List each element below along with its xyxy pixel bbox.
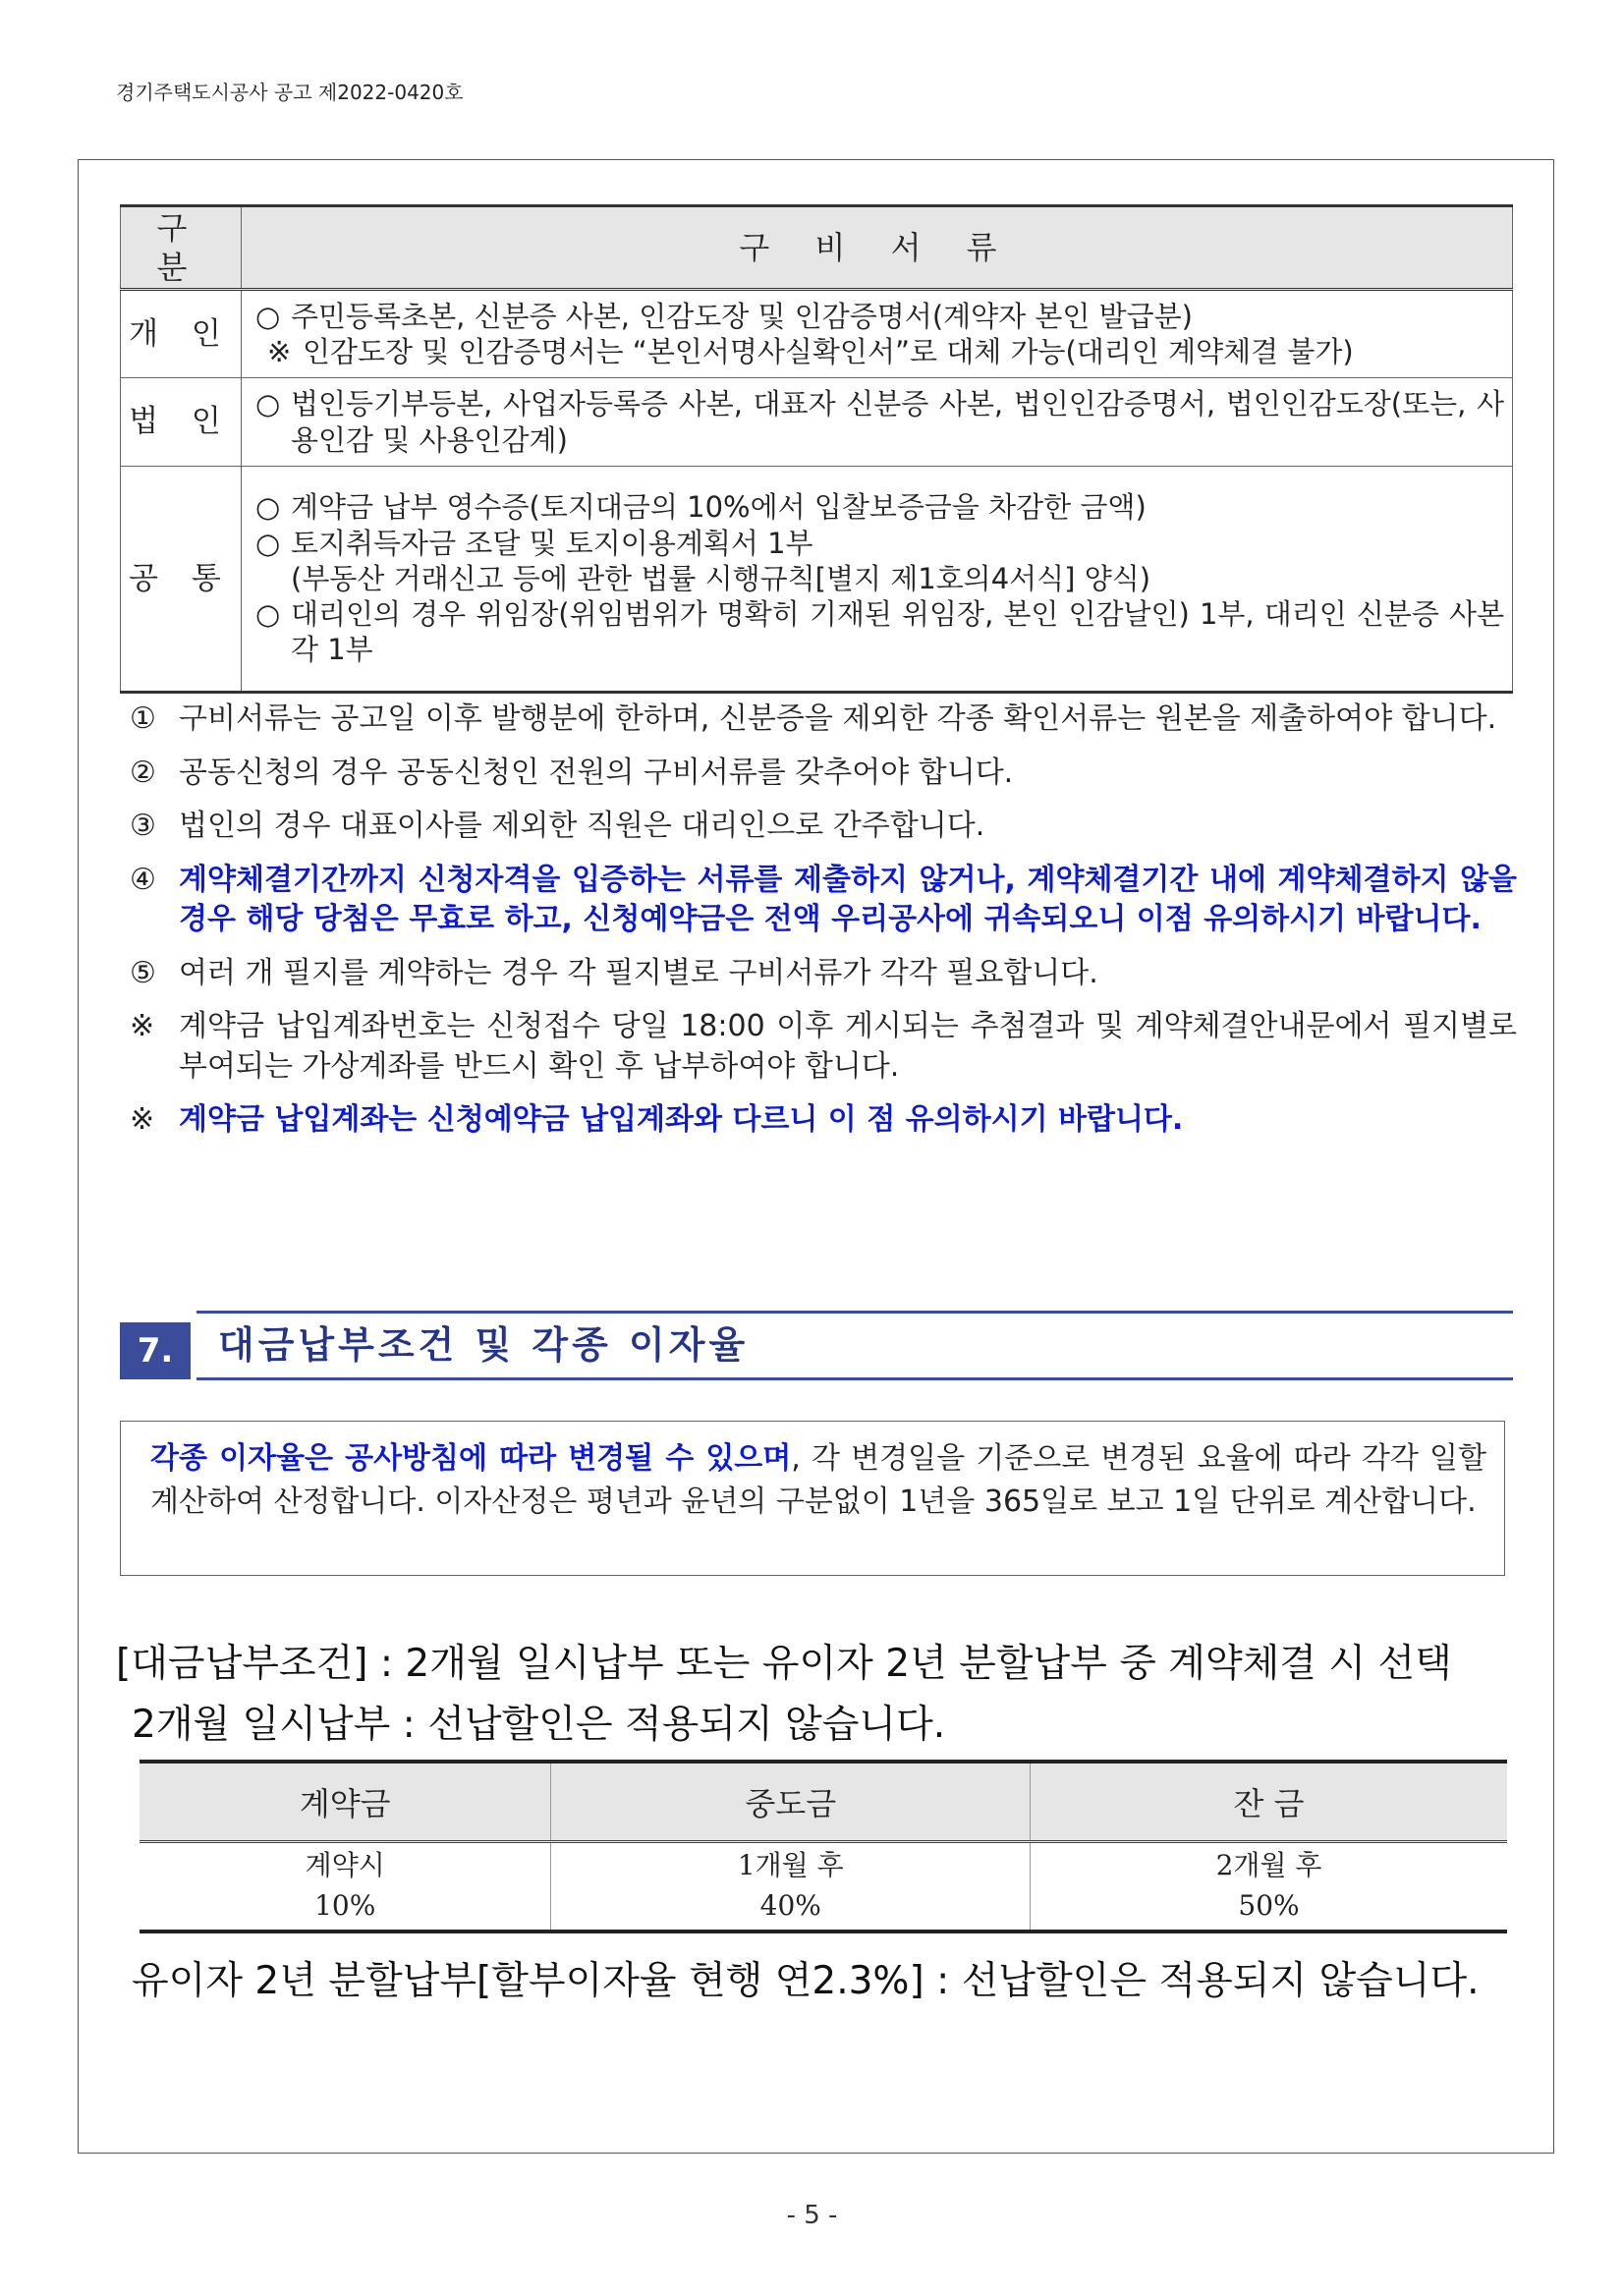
list-item: ○ 법인등기부등본, 사업자등록증 사본, 대표자 신분증 사본, 법인인감증명서, 법인인감도장(또는, 사용인감 및 사용인감계) [255,387,1504,457]
list-item: ※ 인감도장 및 인감증명서는 “본인서명사실확인서”로 대체 가능(대리인 계약체결 불가) [267,335,1354,368]
note-item: ③ 법인의 경우 대표이사를 제외한 직원은 대리인으로 간주합니다. [130,809,985,843]
header-category: 구 분 [121,206,242,290]
list-item: ○ 대리인의 경우 위임장(위임범위가 명확히 기재된 위임장, 본인 인감날인) 1부, 대리인 신분증 사본 각 1부 [255,597,1504,667]
note-item: ① 구비서류는 공고일 이후 발행분에 한하며, 신분증을 제외한 각종 확인서류는 원본을 제출하여야 합니다. [130,701,1497,736]
note-item-warning: ④ 계약체결기간까지 신청자격을 입증하는 서류를 제출하지 않거나, 계약체결기간 내에 계약체결하지 않을 경우 해당 당첨은 무효로 하고, 신청예약금은 전액 우리공사에 귀속되오니 이점 유의하시기 바랍니다. [130,862,1517,936]
note-item: ⑤ 여러 개 필지를 계약하는 경우 각 필지별로 구비서류가 각각 필요합니다. [130,955,1098,990]
document-header: 경기주택도시공사 공고 제2022-0420호 [116,81,464,104]
header-documents: 구 비 서 류 [242,206,1513,290]
category-individual: 개 인 [121,290,242,378]
table-row [121,290,1513,378]
table-cell: 2개월 후 50% [1031,1842,1507,1932]
info-highlight: 각종 이자율은 공사방침에 따라 변경될 수 있으며 [150,1441,792,1476]
header-interim-payment: 중도금 [551,1762,1031,1842]
note-item: ※ 계약금 납입계좌번호는 신청접수 당일 18:00 이후 게시되는 추첨결과 및 계약체결안내문에서 필지별로 부여되는 가상계좌를 반드시 확인 후 납부하여야 합니다. [130,1009,1517,1084]
table-cell: 계약시 10% [140,1842,551,1932]
section-number: 7. [120,1322,191,1379]
table-header-row [140,1762,1507,1842]
required-documents-table [120,204,1513,694]
payment-condition: [대금납부조건] : 2개월 일시납부 또는 유이자 2년 분할납부 중 계약체결 시 선택 [116,1642,1452,1686]
payment-schedule-table [140,1760,1507,1933]
table-row [121,467,1513,693]
list-item: ○ 토지취득자금 조달 및 토지이용계획서 1부 [255,526,813,560]
section-divider [196,1377,1513,1380]
note-item-warning: ※ 계약금 납입계좌는 신청예약금 납입계좌와 다르니 이 점 유의하시기 바랍니다. [130,1102,1184,1137]
table-row [121,378,1513,467]
notes-list [130,700,1517,1154]
category-common: 공 통 [121,467,242,693]
category-corporate: 법 인 [121,378,242,467]
table-cell: 1개월 후 40% [551,1842,1031,1932]
header-balance: 잔 금 [1031,1762,1507,1842]
section-divider [196,1311,1513,1314]
list-item: ○ 계약금 납부 영수증(토지대금의 10%에서 입찰보증금을 차감한 금액) [255,490,1147,525]
installment-note: 유이자 2년 분할납부[할부이자율 현행 연2.3%] : 선납할인은 적용되지 않습니다. [132,1959,1480,2003]
page-number: - 5 - [786,2201,838,2230]
interest-rate-info-box [120,1421,1505,1576]
table-header-row [121,206,1513,290]
note-item: ② 공동신청의 경우 공동신청인 전원의 구비서류를 갖추어야 합니다. [130,755,1014,790]
section-title: 대금납부조건 및 각종 이자율 [218,1323,750,1367]
info-text: , 각 변경일을 기준으로 변경된 요율에 따라 각각 일할 계산하여 산정합니다. 이자산정은 평년과 윤년의 구분없이 1년을 365일로 보고 1일 단위로 계산합니다. [150,1441,1487,1519]
list-item: ○ 주민등록초본, 신분증 사본, 인감도장 및 인감증명서(계약자 본인 발급분) [255,299,1193,333]
header-down-payment: 계약금 [140,1762,551,1842]
table-row [140,1842,1507,1932]
list-item: (부동산 거래신고 등에 관한 법률 시행규칙[별지 제1호의4서식] 양식) [291,561,1151,595]
lump-sum-note: 2개월 일시납부 : 선납할인은 적용되지 않습니다. [132,1703,946,1747]
